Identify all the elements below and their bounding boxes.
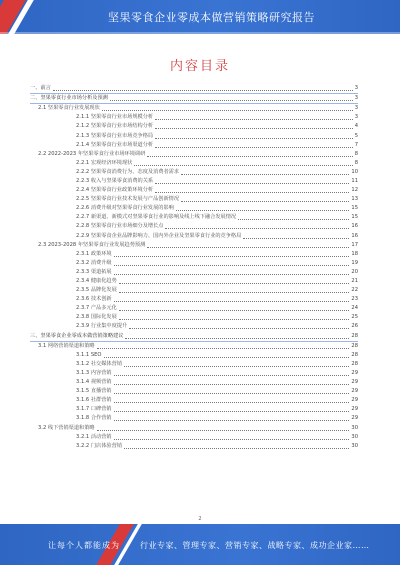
toc-entry-label: 3.1.4 视频营销 [76,379,112,386]
toc-entry[interactable] [30,94,358,104]
toc-entry[interactable] [30,423,358,432]
toc-entry-label: 2.3.1 政策环境 [76,250,112,257]
toc-entry-label: 2.2.6 消费升级对坚果零食行业发展的影响 [76,205,174,212]
header-divider [0,32,400,34]
toc-leader-dots [114,439,350,440]
toc-entry[interactable] [30,342,358,351]
toc-leader-dots [114,402,350,403]
toc-leader-dots [114,274,350,275]
toc-entry[interactable] [30,113,358,122]
toc-entry[interactable] [30,150,358,159]
toc-entry-page: 15 [351,205,358,212]
footer-slogan-left: 让每个人都能成为 [48,541,120,550]
toc-leader-dots [125,338,349,339]
toc-entry[interactable] [30,286,358,295]
toc-leader-dots [114,256,350,257]
toc-entry-page: 20 [351,268,358,275]
toc-entry-page: 16 [351,223,358,230]
toc-entry[interactable] [30,369,358,378]
toc-entry[interactable] [30,322,358,331]
table-of-contents [30,84,358,451]
toc-entry-label: 2.3.6 技术创新 [76,296,112,303]
toc-entry[interactable] [30,250,358,259]
toc-leader-dots [147,247,349,248]
toc-entry[interactable] [30,159,358,168]
toc-entry-page: 28 [351,351,358,358]
toc-entry[interactable] [30,268,358,277]
toc-entry[interactable] [30,405,358,414]
toc-leader-dots [119,310,350,311]
toc-entry-label: 2.3.2 消费升级 [76,259,112,266]
toc-entry-label: 3.1.3 内容营销 [76,369,112,376]
toc-leader-dots [155,128,353,129]
toc-entry-page: 29 [351,379,358,386]
toc-leader-dots [147,156,352,157]
toc-entry-label: 3.2.2 门店体验营销 [76,442,122,449]
toc-leader-dots [119,319,350,320]
toc-leader-dots [53,90,353,91]
toc-entry[interactable] [30,414,358,423]
toc-entry[interactable] [30,241,358,250]
page-footer [0,524,400,565]
toc-entry-page: 3 [354,85,358,92]
toc-entry-label: 2.3.5 品牌化发展 [76,287,117,294]
toc-leader-dots [155,192,349,193]
toc-entry-page: 29 [351,406,358,413]
toc-leader-dots [97,430,350,431]
toc-entry-label: 3.1.7 口碑营销 [76,406,112,413]
toc-entry-label: 2.2.2 坚果零食消费行为、态度及消费者需求 [76,168,180,175]
toc-leader-dots [114,393,350,394]
toc-entry-label: 2.2.7 新渠道、新模式对坚果零食行业的影响及线上线下融合发展情况 [76,214,237,221]
toc-entry-page: 29 [351,397,358,404]
toc-leader-dots [243,238,349,239]
toc-entry-page: 29 [351,369,358,376]
toc-entry-page: 5 [354,132,358,139]
toc-entry[interactable] [30,360,358,369]
toc-leader-dots [155,183,349,184]
toc-leader-dots [129,328,349,329]
toc-entry[interactable] [30,433,358,442]
toc-entry[interactable] [30,122,358,131]
toc-entry-label: 2.3.9 行业集中度提升 [76,323,128,330]
toc-entry[interactable] [30,204,358,213]
toc-entry-label: 2.3.3 渠道拓展 [76,268,112,275]
toc-entry-page: 28 [351,342,358,349]
toc-entry-page: 15 [351,214,358,221]
toc-leader-dots [155,147,353,148]
toc-entry-label: 2.3.8 国际化发展 [76,314,117,321]
toc-entry[interactable] [30,232,358,241]
toc-leader-dots [114,375,350,376]
toc-leader-dots [124,448,349,449]
toc-entry-label: 2.2.5 坚果零食行业技术发展与产品创新情况 [76,196,180,203]
toc-entry-label: 一、前言 [30,85,51,92]
toc-entry-label: 2.1.4 坚果零食行业市场渠道分析 [76,141,154,148]
toc-entry-page: 30 [351,424,358,431]
toc-leader-dots [119,292,350,293]
toc-entry-label: 2.3.7 产品多元化 [76,305,117,312]
toc-entry-label: 3.1.6 社群营销 [76,397,112,404]
toc-leader-dots [181,201,349,202]
toc-leader-dots [114,301,350,302]
toc-entry-page: 24 [351,305,358,312]
toc-entry[interactable] [30,295,358,304]
toc-entry-label: 3.1.8 合作营销 [76,415,112,422]
toc-leader-dots [114,411,350,412]
toc-entry[interactable] [30,222,358,231]
toc-entry[interactable] [30,387,358,396]
toc-entry-page: 18 [351,250,358,257]
toc-entry[interactable] [30,141,358,150]
toc-entry-page: 25 [351,314,358,321]
toc-entry[interactable] [30,177,358,186]
toc-entry-page: 21 [351,278,358,285]
toc-entry-label: 2.2.4 坚果零食行业政策环境分析 [76,187,154,194]
toc-entry-label: 2.3.4 健康化趋势 [76,278,117,285]
toc-entry-page: 22 [351,287,358,294]
toc-entry-page: 30 [351,442,358,449]
toc-entry-label: 2.2.1 宏观经济环境现状 [76,159,133,166]
toc-entry-page: 26 [351,323,358,330]
toc-entry-label: 2.2.9 坚果零食企业品牌影响力、国内外企业及坚果零食行业的竞争格局 [76,232,242,239]
toc-entry-page: 17 [351,241,358,248]
toc-leader-dots [155,138,353,139]
toc-entry-label: 2.1.1 坚果零食行业市场规模分析 [76,114,154,121]
toc-entry-page: 19 [351,259,358,266]
report-title: 坚果零食企业零成本做营销策略研究报告 [108,11,315,24]
toc-entry[interactable] [30,168,358,177]
toc-leader-dots [119,283,350,284]
toc-entry-page: 3 [354,105,358,112]
toc-leader-dots [176,210,350,211]
toc-entry[interactable] [30,186,358,195]
toc-entry-page: 28 [351,360,358,367]
toc-entry-page: 4 [354,123,358,130]
toc-entry-page: 23 [351,296,358,303]
toc-entry[interactable] [30,213,358,222]
toc-entry-label: 3.1.2 社交媒体营销 [76,360,122,367]
page-header [0,0,400,34]
toc-leader-dots [134,165,352,166]
toc-entry[interactable] [30,442,358,451]
toc-entry-label: 3.2.1 活动营销 [76,433,112,440]
toc-entry-label: 2.2.8 坚果零食行业市场细分及增长点 [76,223,164,230]
toc-entry[interactable] [30,195,358,204]
toc-entry-page: 28 [351,332,358,339]
toc-entry-page: 11 [351,177,358,184]
toc-entry[interactable] [30,259,358,268]
toc-entry[interactable] [30,378,358,387]
toc-entry-label: 2.3 2023-2028 年坚果零食行业发展趋势预测 [38,241,146,248]
toc-entry[interactable] [30,313,358,322]
toc-entry-page: 29 [351,388,358,395]
toc-entry-page: 7 [354,141,358,148]
toc-entry-label: 2.2.3 收入与坚果零食消费的关系 [76,177,154,184]
toc-heading: 内容目录 [169,59,230,74]
toc-entry-label: 三、坚果零食企业零成本做营销策略建议 [30,332,124,339]
toc-entry[interactable] [30,396,358,405]
toc-entry-label: 2.1.3 坚果零食行业市场竞争格局 [76,132,154,139]
toc-entry-page: 8 [354,159,358,166]
toc-leader-dots [110,100,353,101]
toc-leader-dots [97,348,350,349]
toc-entry-page: 13 [351,196,358,203]
toc-leader-dots [181,174,349,175]
toc-entry[interactable] [30,304,358,313]
toc-entry-page: 3 [354,114,358,121]
toc-leader-dots [114,420,350,421]
toc-entry-label: 二、坚果零食行业市场分析及预测 [30,95,108,102]
toc-entry-label: 3.1.1 SEO [76,351,102,358]
toc-entry-label: 3.1.5 直播营销 [76,388,112,395]
toc-leader-dots [165,228,349,229]
toc-entry-page: 16 [351,232,358,239]
toc-entry-label: 2.2 2022-2023 年坚果零食行业市场环境调研 [38,150,146,157]
toc-entry[interactable] [30,332,358,342]
toc-entry[interactable] [30,351,358,360]
toc-entry-page: 3 [354,95,358,102]
toc-leader-dots [102,110,353,111]
toc-entry[interactable] [30,131,358,140]
toc-leader-dots [155,119,353,120]
toc-entry[interactable] [30,277,358,286]
toc-entry-label: 2.1 坚果零食行业发展现状 [38,105,100,112]
toc-leader-dots [114,265,350,266]
toc-entry[interactable] [30,84,358,94]
toc-entry-label: 3.2 线下营销渠道和策略 [38,424,95,431]
toc-entry[interactable] [30,104,358,113]
toc-entry-page: 12 [351,187,358,194]
toc-leader-dots [104,357,350,358]
toc-leader-dots [238,219,349,220]
toc-leader-dots [114,384,350,385]
toc-leader-dots [124,366,349,367]
toc-entry-page: 10 [351,168,358,175]
toc-entry-label: 2.1.2 坚果零食行业市场结构分析 [76,123,154,130]
toc-entry-page: 8 [354,150,358,157]
toc-entry-page: 30 [351,433,358,440]
page-number: 2 [198,516,202,522]
footer-slogan-right: 行业专家、管理专家、营销专家、战略专家、成功企业家…… [140,541,370,550]
toc-entry-page: 29 [351,415,358,422]
toc-entry-label: 3.1 网络营销渠道和策略 [38,342,95,349]
